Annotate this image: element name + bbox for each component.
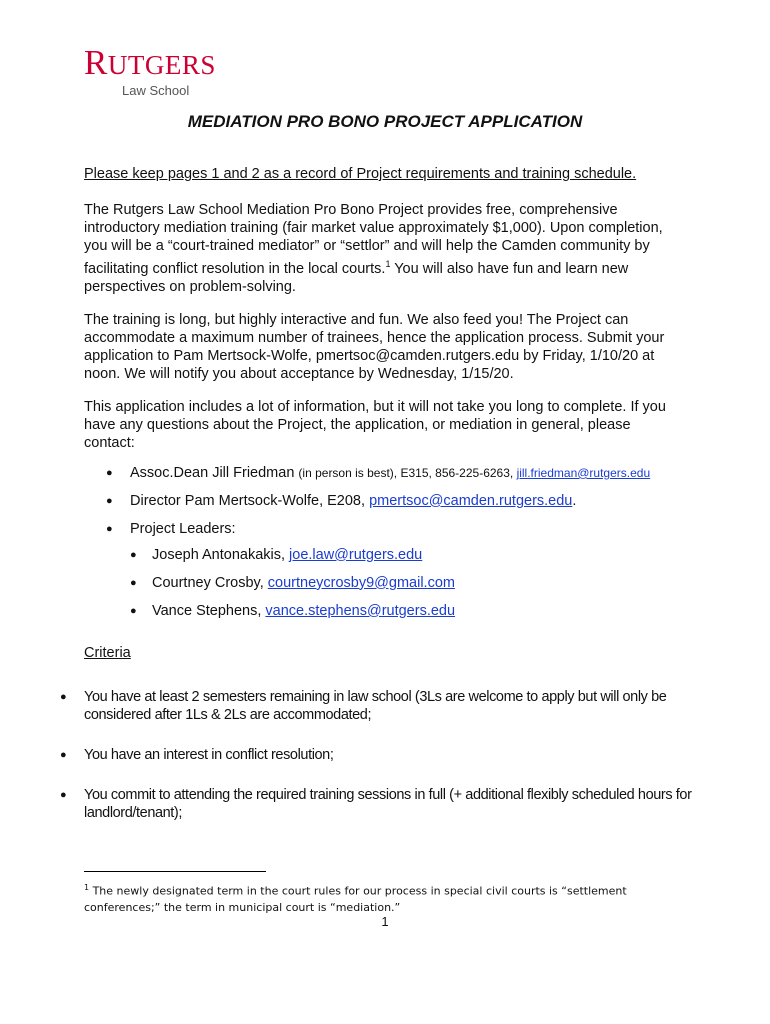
bullet-icon: ● bbox=[106, 466, 113, 479]
footnote: $^1$ The newly designated term in the court rules for our process in special civil courts is “settlement conferences;” the term in municipal court is “mediation.” bbox=[84, 883, 627, 914]
intro-paragraph: The Rutgers Law School Mediation Pro Bono Project provides free, comprehensive introductory mediation training (fair market value approximately $1,000). Upon completion, you will be a “court-trained mediator” or “settlor” and will help the Camden community by facilitating conflict resolution in the local courts.$^1$ You will also have fun and learn new perspectives on problem-solving. bbox=[84, 202, 663, 295]
bullet-icon: ● bbox=[60, 749, 67, 761]
leaders-label: Project Leaders: bbox=[130, 520, 236, 537]
bullet-icon: ● bbox=[60, 789, 67, 801]
criteria-item: ● You commit to attending the required training sessions in full (+ additional flexibly scheduled hours for landlord/tenant); bbox=[60, 787, 692, 821]
leader-item: ● Courtney Crosby, courtneycrosby9@gmail.com bbox=[130, 574, 455, 591]
logo-subtitle: Law School bbox=[122, 83, 190, 98]
contact-item: ● Assoc.Dean Jill Friedman (in person is best), E315, 856-225-6263, jill.friedman@rutgers.edu bbox=[106, 464, 651, 481]
email-link[interactable]: joe.law@rutgers.edu bbox=[289, 546, 423, 563]
bullet-icon: ● bbox=[106, 494, 113, 507]
bullet-icon: ● bbox=[130, 576, 137, 589]
keep-note: Please keep pages 1 and 2 as a record of Project requirements and training schedule. bbox=[84, 166, 637, 182]
contact-item: ● Director Pam Mertsock-Wolfe, E208, pmertsoc@camden.rutgers.edu. bbox=[106, 492, 577, 509]
rutgers-logo bbox=[84, 44, 244, 98]
email-link[interactable]: pmertsoc@camden.rutgers.edu bbox=[369, 492, 573, 509]
contact-list bbox=[84, 464, 684, 620]
bullet-icon: ● bbox=[130, 548, 137, 561]
contact-item bbox=[84, 520, 684, 620]
criteria-item: ● You have an interest in conflict resolution; bbox=[60, 747, 334, 763]
footnote-divider bbox=[84, 871, 266, 872]
footnote-ref[interactable]: 1 bbox=[385, 259, 391, 269]
email-link[interactable]: courtneycrosby9@gmail.com bbox=[267, 574, 455, 591]
criteria-heading: Criteria bbox=[84, 644, 131, 661]
contact-paragraph: This application includes a lot of information, but it will not take you long to complete. If you have any questions about the Project, the application, or mediation in general, please contact: bbox=[84, 398, 666, 451]
email-link[interactable]: vance.stephens@rutgers.edu bbox=[265, 602, 456, 619]
criteria-item: ● You have at least 2 semesters remaining in law school (3Ls are welcome to apply but will only be considered after 1Ls & 2Ls are accommodated; bbox=[60, 689, 667, 723]
bullet-icon: ● bbox=[60, 691, 67, 703]
bullet-icon: ● bbox=[130, 604, 137, 617]
criteria-list bbox=[60, 688, 700, 844]
leaders-list bbox=[130, 546, 684, 620]
logo-wordmark: RUTGERS bbox=[84, 43, 216, 82]
email-link[interactable]: jill.friedman@rutgers.edu bbox=[516, 465, 651, 480]
leader-item: ● Joseph Antonakakis, joe.law@rutgers.edu bbox=[130, 546, 423, 563]
page-title: MEDIATION PRO BONO PROJECT APPLICATION bbox=[187, 112, 583, 131]
training-paragraph: The training is long, but highly interactive and fun. We also feed you! The Project can accommodate a maximum number of trainees, hence the application process. Submit your application to Pam Mertsock-Wolfe, pmertsoc@camden.rutgers.edu by Friday, 1/10/20 at noon. We will notify you about acceptance by Wednesday, 1/15/20. bbox=[84, 311, 665, 382]
page-number: 1 bbox=[381, 914, 389, 929]
bullet-icon: ● bbox=[106, 522, 113, 535]
leader-item: ● Vance Stephens, vance.stephens@rutgers.edu bbox=[130, 602, 456, 619]
document-body bbox=[84, 165, 684, 676]
